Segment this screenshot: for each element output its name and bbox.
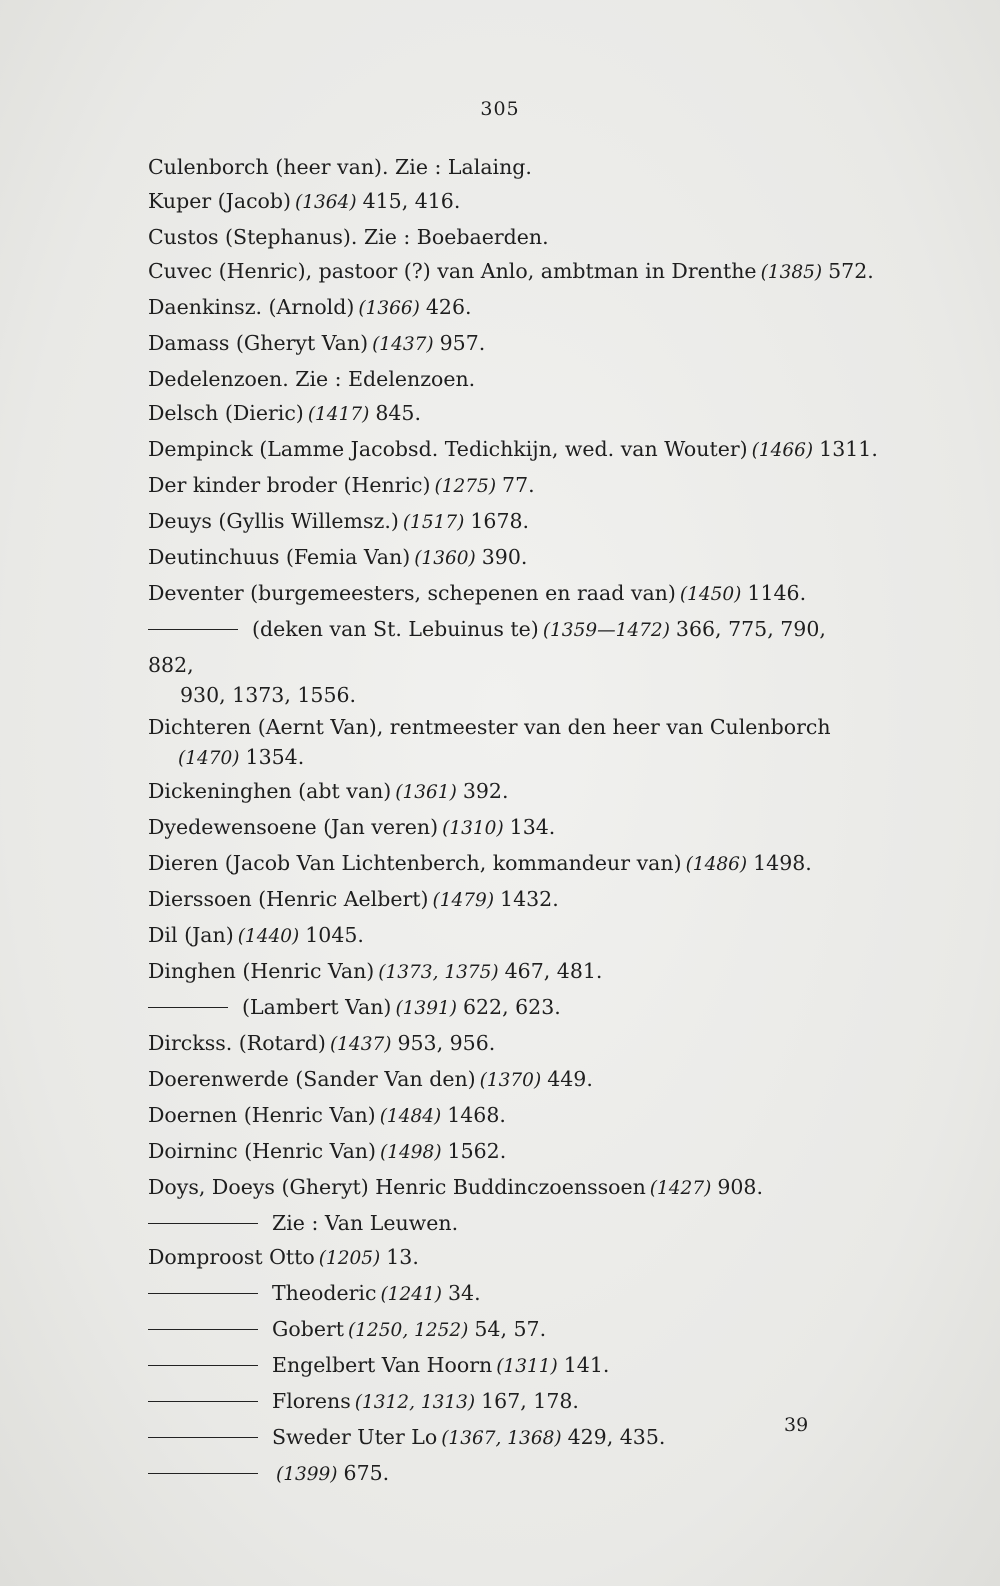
- entry-years: (1241): [380, 1284, 442, 1305]
- entry-pages: 34.: [447, 1281, 481, 1305]
- entry-name: Gobert: [272, 1317, 345, 1341]
- index-entries: [148, 150, 878, 1492]
- entry-name: Culenborch (heer van). Zie : Lalaing.: [148, 155, 532, 179]
- entry-name: Dempinck (Lamme Jacobsd. Tedichkijn, wed. van Wouter): [148, 437, 748, 461]
- entry-name: Dichteren (Aernt Van), rentmeester van den heer van Culenborch: [148, 715, 831, 739]
- entry-name: Engelbert Van Hoorn: [272, 1353, 493, 1377]
- entry-name: Deutinchuus (Femia Van): [148, 545, 411, 569]
- entry-name: Daenkinsz. (Arnold): [148, 295, 355, 319]
- entry-continuation: [148, 742, 878, 774]
- index-entry: [148, 468, 878, 504]
- entry-name: Deuys (Gyllis Willemsz.): [148, 509, 399, 533]
- entry-pages: 1045.: [305, 923, 364, 947]
- index-entry: [148, 1170, 878, 1206]
- entry-years: (1427): [649, 1178, 712, 1199]
- entry-continuation: [148, 680, 878, 710]
- index-entry: [148, 1026, 878, 1062]
- entry-pages: 572.: [828, 259, 874, 283]
- entry-name: Zie : Van Leuwen.: [272, 1211, 459, 1235]
- index-entry: [148, 810, 878, 846]
- entry-name: Doernen (Henric Van): [148, 1103, 376, 1127]
- entry-years: (1359—1472): [542, 620, 670, 641]
- entry-years: (1366): [358, 298, 420, 319]
- entry-pages: 1146.: [747, 581, 807, 605]
- entry-name: Dil (Jan): [148, 923, 234, 947]
- ditto-dash: [148, 1365, 258, 1366]
- index-entry: [148, 220, 878, 254]
- entry-years: (1275): [434, 476, 497, 497]
- entry-pages: 1678.: [470, 509, 530, 533]
- index-entry: [148, 1384, 878, 1420]
- index-entry: [148, 290, 878, 326]
- entry-pages: 77.: [502, 473, 535, 497]
- ditto-dash: [148, 629, 238, 630]
- entry-name: Doerenwerde (Sander Van den): [148, 1067, 476, 1091]
- entry-years: (1391): [395, 998, 457, 1019]
- entry-years: (1373, 1375): [378, 962, 499, 983]
- index-entry: [148, 1348, 878, 1384]
- entry-name: Dinghen (Henric Van): [148, 959, 375, 983]
- entry-years: (1498): [380, 1142, 442, 1163]
- entry-pages: 13.: [386, 1245, 419, 1269]
- index-entry: [148, 540, 878, 576]
- ditto-dash: [148, 1007, 228, 1008]
- entry-years: (1364): [295, 192, 357, 213]
- entry-years: (1370): [479, 1070, 542, 1091]
- entry-pages: 134.: [509, 815, 556, 839]
- entry-name: Dierssoen (Henric Aelbert): [148, 887, 429, 911]
- entry-pages: 622, 623.: [462, 995, 561, 1019]
- index-entry: [148, 954, 878, 990]
- ditto-dash: [148, 1329, 258, 1330]
- entry-pages: 930, 1373, 1556.: [180, 683, 357, 707]
- entry-name: Cuvec (Henric), pastoor (?) van Anlo, ambtman in Drenthe: [148, 259, 757, 283]
- entry-pages: 392.: [462, 779, 509, 803]
- entry-name: Doirninc (Henric Van): [148, 1139, 377, 1163]
- entry-name: Dickeninghen (abt van): [148, 779, 392, 803]
- index-entry: [148, 362, 878, 396]
- entry-years: (1517): [402, 512, 465, 533]
- entry-pages: 366, 775, 790, 882,: [148, 617, 826, 677]
- entry-pages: 1311.: [819, 437, 878, 461]
- entry-name: (Lambert Van): [242, 995, 392, 1019]
- ditto-dash: [148, 1437, 258, 1438]
- entry-pages: 467, 481.: [504, 959, 603, 983]
- entry-pages: 1562.: [447, 1139, 507, 1163]
- entry-name: (deken van St. Lebuinus te): [252, 617, 539, 641]
- index-entry: [148, 1098, 878, 1134]
- entry-pages: 426.: [425, 295, 472, 319]
- index-entry: [148, 326, 878, 362]
- entry-pages: 675.: [343, 1461, 390, 1485]
- entry-name: Florens: [272, 1389, 351, 1413]
- entry-pages: 415, 416.: [362, 189, 461, 213]
- entry-pages: 1354.: [245, 745, 305, 769]
- index-entry: [148, 612, 878, 710]
- entry-name: Custos (Stephanus). Zie : Boebaerden.: [148, 225, 549, 249]
- index-entry: [148, 1134, 878, 1170]
- index-entry: [148, 1312, 878, 1348]
- entry-years: (1484): [379, 1106, 442, 1127]
- entry-years: (1479): [432, 890, 495, 911]
- entry-name: Theoderic: [272, 1281, 377, 1305]
- index-entry: [148, 1456, 878, 1492]
- entry-pages: 953, 956.: [397, 1031, 496, 1055]
- entry-name: Domproost Otto: [148, 1245, 315, 1269]
- entry-years: (1437): [372, 334, 434, 355]
- entry-pages: 1498.: [753, 851, 812, 875]
- entry-years: (1437): [329, 1034, 392, 1055]
- index-entry: [148, 882, 878, 918]
- entry-years: (1361): [395, 782, 457, 803]
- entry-years: (1205): [318, 1248, 381, 1269]
- signature-mark: 39: [784, 1414, 809, 1436]
- entry-name: Der kinder broder (Henric): [148, 473, 431, 497]
- entry-pages: 167, 178.: [481, 1389, 579, 1413]
- ditto-dash: [148, 1293, 258, 1294]
- entry-name: Dyedewensoene (Jan veren): [148, 815, 439, 839]
- entry-name: Dirckss. (Rotard): [148, 1031, 326, 1055]
- entry-name: Dieren (Jacob Van Lichtenberch, kommandeur van): [148, 851, 682, 875]
- index-entry: [148, 1240, 878, 1276]
- entry-name: Dedelenzoen. Zie : Edelenzoen.: [148, 367, 476, 391]
- entry-years: (1470): [178, 748, 240, 769]
- entry-pages: 449.: [547, 1067, 593, 1091]
- index-entry: [148, 990, 878, 1026]
- page-number: 305: [480, 98, 520, 120]
- entry-years: (1417): [307, 404, 370, 425]
- index-entry: [148, 254, 878, 290]
- index-entry: [148, 846, 878, 882]
- entry-name: Kuper (Jacob): [148, 189, 292, 213]
- entry-name: Sweder Uter Lo: [272, 1425, 438, 1449]
- entry-pages: 1468.: [447, 1103, 506, 1127]
- entry-years: (1450): [679, 584, 742, 605]
- index-entry: [148, 184, 878, 220]
- entry-years: (1466): [751, 440, 814, 461]
- entry-pages: 908.: [717, 1175, 763, 1199]
- entry-years: (1312, 1313): [354, 1392, 476, 1413]
- ditto-dash: [148, 1223, 258, 1224]
- index-entry: [148, 150, 878, 184]
- index-entry: [148, 432, 878, 468]
- entry-years: (1440): [237, 926, 300, 947]
- index-entry: [148, 918, 878, 954]
- entry-pages: 54, 57.: [474, 1317, 547, 1341]
- entry-pages: 845.: [375, 401, 421, 425]
- entry-years: (1367, 1368): [441, 1428, 562, 1449]
- index-entry: [148, 710, 878, 774]
- entry-name: Doys, Doeys (Gheryt) Henric Buddinczoenssoen: [148, 1175, 646, 1199]
- ditto-dash: [148, 1473, 258, 1474]
- ditto-dash: [148, 1401, 258, 1402]
- index-entry: [148, 576, 878, 612]
- index-entry: [148, 1062, 878, 1098]
- entry-years: (1311): [496, 1356, 558, 1377]
- entry-years: (1250, 1252): [348, 1320, 469, 1341]
- entry-name: Delsch (Dieric): [148, 401, 304, 425]
- entry-pages: 1432.: [500, 887, 559, 911]
- entry-name: Deventer (burgemeesters, schepenen en raad van): [148, 581, 676, 605]
- entry-pages: 390.: [481, 545, 528, 569]
- index-entry: [148, 1420, 878, 1456]
- entry-pages: 141.: [563, 1353, 610, 1377]
- index-entry: [148, 1206, 878, 1240]
- index-entry: [148, 774, 878, 810]
- index-entry: [148, 504, 878, 540]
- entry-years: (1385): [760, 262, 823, 283]
- entry-years: (1360): [414, 548, 476, 569]
- entry-pages: 429, 435.: [567, 1425, 666, 1449]
- index-entry: [148, 396, 878, 432]
- entry-name: Damass (Gheryt Van): [148, 331, 369, 355]
- index-entry: [148, 1276, 878, 1312]
- entry-years: (1486): [685, 854, 748, 875]
- entry-years: (1310): [442, 818, 504, 839]
- entry-years: (1399): [276, 1464, 338, 1485]
- entry-pages: 957.: [439, 331, 486, 355]
